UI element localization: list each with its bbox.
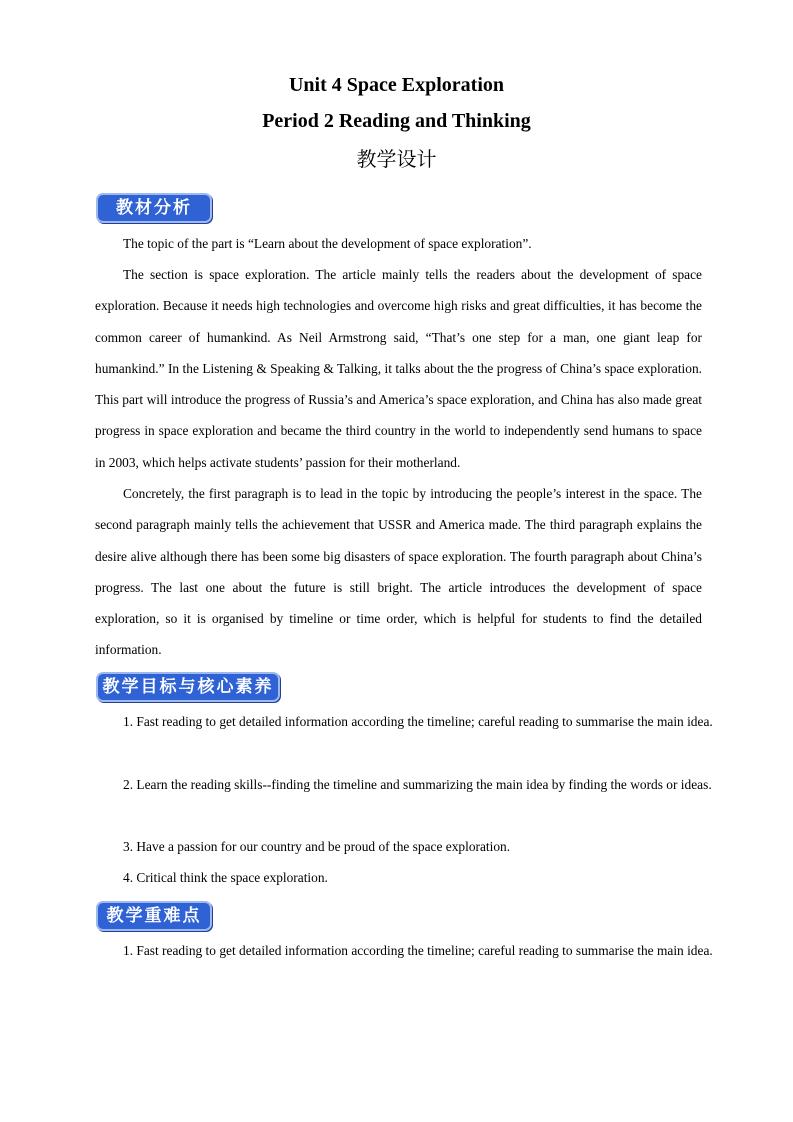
difficulty-item-1: 1. Fast reading to get detailed information according the timeline; careful reading to summarise the main idea. — [123, 943, 713, 958]
goal-item-3: 3. Have a passion for our country and be proud of the space exploration. — [123, 839, 511, 854]
section-badge-key-difficulties: 教学重难点 — [96, 901, 212, 931]
goal-item-4: 4. Critical think the space exploration. — [123, 870, 328, 885]
goal-item-1: 1. Fast reading to get detailed information according the timeline; careful reading to summarise the main idea. — [123, 714, 713, 729]
paragraph-section-overview: The section is space exploration. The article mainly tells the readers about the development of space exploration. Because it needs high technologies and overcome high risks and great difficulties, it has become the common career of humankind. As Neil Armstrong said, “That’s one step for a man, one giant leap for humankind.” In the Listening & Speaking & Talking, it talks about the the progress of China’s space exploration. This part will introduce the progress of Russia’s and America’s space exploration, and China has also made great progress in space exploration and became the third country in the world to independently send humans to space in 2003, which helps activate students’ passion for their motherland. — [95, 267, 702, 470]
doc-title-period: Period 2 Reading and Thinking — [262, 110, 531, 132]
doc-title-unit: Unit 4 Space Exploration — [288, 74, 505, 96]
paragraph-topic: The topic of the part is “Learn about the development of space exploration”. — [123, 236, 532, 251]
goal-item-2: 2. Learn the reading skills--finding the timeline and summarizing the main idea by finding the words or ideas. — [123, 777, 712, 792]
paragraph-structure: Concretely, the first paragraph is to lead in the topic by introducing the people’s interest in the space. The second paragraph mainly tells the achievement that USSR and America made. The third paragraph explains the desire alive although there has been some big disasters of space exploration. The fourth paragraph about China’s progress. The last one about the future is still bright. The article introduces the development of space exploration, so it is organised by timeline or time order, which is helpful for students to find the detailed information. — [95, 486, 702, 658]
section-badge-teaching-goals: 教学目标与核心素养 — [96, 672, 280, 702]
doc-title-cn: 教学设计 — [356, 147, 437, 171]
section-badge-material-analysis: 教材分析 — [96, 193, 212, 223]
